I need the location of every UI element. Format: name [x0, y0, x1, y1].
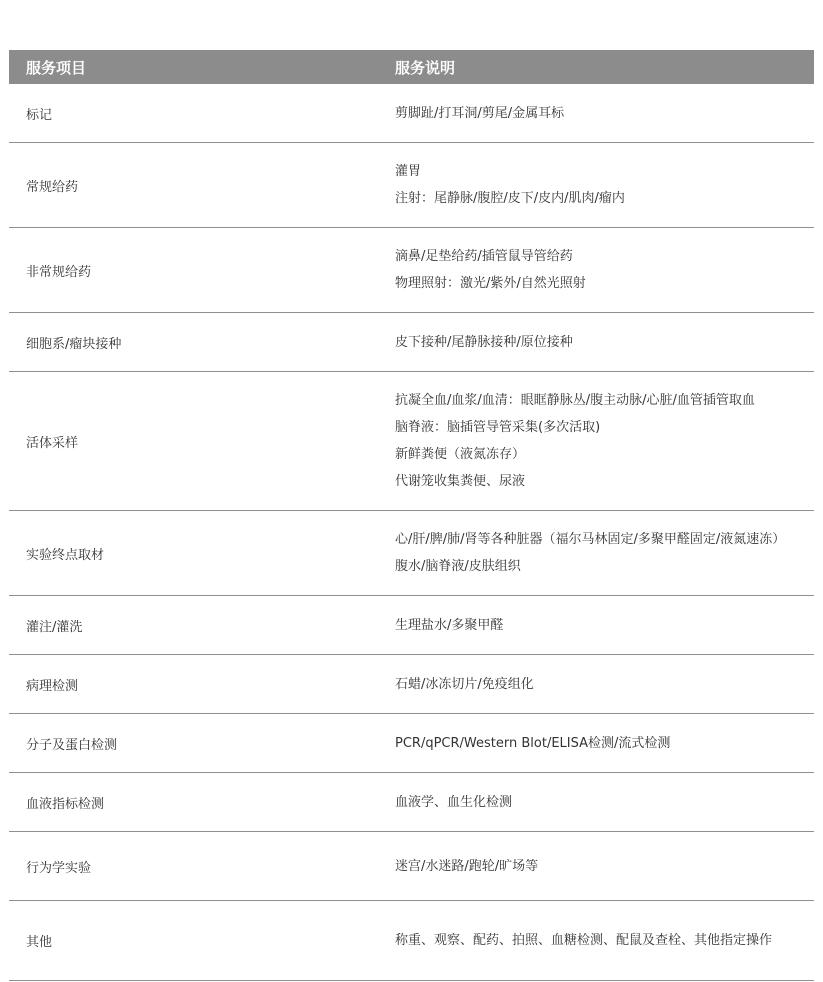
table-row: [9, 313, 814, 372]
table-row: [9, 511, 814, 596]
description-line: 石蜡/冰冻切片/免疫组化: [395, 676, 534, 692]
service-description-cell: [378, 526, 785, 580]
description-line: 皮下接种/尾静脉接种/原位接种: [395, 334, 573, 350]
description-line: 心/肝/脾/肺/肾等各种脏器（福尔马林固定/多聚甲醛固定/液氮速冻）: [395, 532, 786, 547]
table-row: [9, 596, 814, 655]
description-line: 代谢笼收集粪便、尿液: [395, 474, 526, 489]
description-line: 灌胃: [395, 164, 422, 179]
service-description-cell: [378, 671, 534, 698]
service-item-cell: 细胞系/瘤块接种: [26, 336, 122, 352]
header-service-description: 服务说明: [395, 58, 456, 77]
service-description-cell: [378, 158, 625, 212]
table-row: [9, 714, 814, 773]
description-line: 称重、观察、配药、拍照、血糖检测、配鼠及查栓、其他指定操作: [395, 933, 773, 948]
description-line: 脑脊液：脑插管导管采集(多次活取): [395, 420, 601, 435]
description-line: 滴鼻/足垫给药/插管鼠导管给药: [395, 249, 573, 264]
service-item-cell: 病理检测: [26, 678, 79, 694]
description-line: 物理照射：激光/紫外/自然光照射: [395, 276, 586, 291]
description-line: 新鲜粪便（液氮冻存）: [395, 447, 526, 462]
header-service-item: 服务项目: [26, 58, 87, 77]
service-description-cell: [378, 329, 573, 356]
service-description-cell: [378, 387, 755, 495]
service-description-cell: [378, 100, 564, 127]
service-description-cell: [378, 612, 503, 639]
service-item-cell: 血液指标检测: [26, 796, 105, 812]
description-line: 抗凝全血/血浆/血清：眼眶静脉丛/腹主动脉/心脏/血管插管取血: [395, 393, 755, 408]
service-item-cell: 其他: [26, 935, 53, 950]
service-item-cell: 行为学实验: [26, 860, 92, 876]
service-table: [9, 50, 814, 981]
service-description-cell: [378, 789, 512, 816]
description-line: 血液学、血生化检测: [395, 794, 513, 810]
table-row: [9, 84, 814, 143]
description-line: 注射：尾静脉/腹腔/皮下/皮内/肌肉/瘤内: [395, 191, 625, 206]
table-row: [9, 143, 814, 228]
service-item-cell: 常规给药: [26, 179, 79, 195]
table-row: [9, 228, 814, 313]
description-line: 生理盐水/多聚甲醛: [395, 617, 504, 633]
table-row: [9, 372, 814, 511]
table-row: [9, 901, 814, 981]
table-row: [9, 832, 814, 901]
description-line: 剪脚趾/打耳洞/剪尾/金属耳标: [395, 105, 565, 121]
table-header: [9, 50, 814, 84]
service-description-cell: [378, 243, 586, 297]
service-description-cell: [378, 927, 772, 954]
table-row: [9, 655, 814, 714]
service-description-cell: [378, 853, 538, 880]
service-item-cell: 非常规给药: [26, 264, 92, 280]
description-line: PCR/qPCR/Western Blot/ELISA检测/流式检测: [395, 735, 671, 751]
description-line: 迷宫/水迷路/跑轮/旷场等: [395, 858, 539, 874]
service-item-cell: 分子及蛋白检测: [26, 737, 118, 753]
service-item-cell: 实验终点取材: [26, 547, 105, 563]
service-description-cell: [378, 730, 670, 757]
description-line: 腹水/脑脊液/皮肤组织: [395, 559, 521, 574]
table-row: [9, 773, 814, 832]
service-item-cell: 标记: [26, 107, 53, 123]
service-item-cell: 活体采样: [26, 435, 79, 451]
service-item-cell: 灌注/灌洗: [26, 619, 83, 635]
table-body: [9, 84, 814, 981]
